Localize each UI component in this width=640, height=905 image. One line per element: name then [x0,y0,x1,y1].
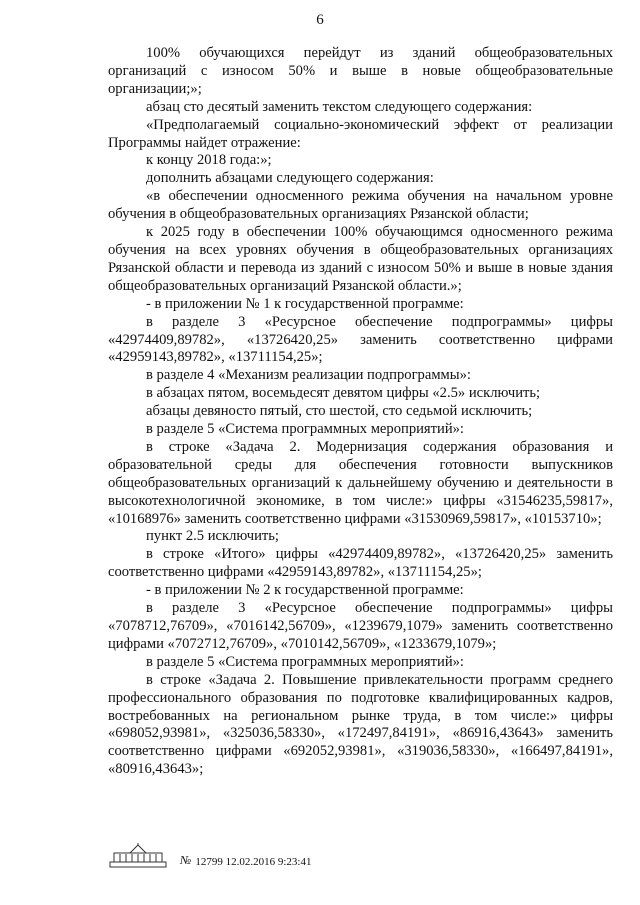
document-registration-info: 12799 12.02.2016 9:23:41 [195,856,312,868]
paragraph: в разделе 5 «Система программных мероприятий»: [146,421,464,438]
building-logo-icon [108,842,168,868]
paragraph: в строке «Задача 2. Модернизация содержания образования и образовательной среды для обеспечения готовности выпускников общеобразовательных организаций к дальнейшему обучению и деятельности в высокотехнологичной экономике, в том числе:» цифры «31546235,59817», «10168976» заменить соответственно цифрами «31530969,59817», «10153710»; [108,438,613,527]
paragraph: к 2025 году в обеспечении 100% обучающимся односменного режима обучения на всех уровнях обучения в общеобразовательных организациях Рязанской области и перевода из зданий с износом 50% и выше в новые здания общеобразовательных организаций Рязанской области.»; [108,224,613,294]
paragraph: к концу 2018 года:»; [146,152,272,169]
paragraph: абзац сто десятый заменить текстом следующего содержания: [146,98,533,115]
paragraph: - в приложении № 1 к государственной программе: [146,295,464,312]
paragraph: абзацы девяносто пятый, сто шестой, сто седьмой исключить; [146,403,533,420]
paragraph: в разделе 4 «Механизм реализации подпрограммы»: [146,367,471,384]
document-body [108,45,613,779]
page-number: 6 [316,12,324,28]
paragraph: пункт 2.5 исключить; [146,528,279,545]
paragraph: в строке «Итого» цифры «42974409,89782», «13726420,25» заменить соответственно цифрами «42959143,89782», «13711154,25»; [108,546,613,581]
paragraph: в разделе 3 «Ресурсное обеспечение подпрограммы» цифры «42974409,89782», «13726420,25» заменить соответственно цифрами «42959143,89782», «13711154,25»; [108,313,613,366]
document-number-symbol: № [180,853,192,867]
paragraph: в разделе 3 «Ресурсное обеспечение подпрограммы» цифры «7078712,76709», «7016142,56709», «1239679,1079» заменить соответственно цифрами «7072712,76709», «7010142,56709», «1233679,1079»; [108,600,613,652]
paragraph: 100% обучающихся перейдут из зданий общеобразовательных организаций с износом 50% и выше в новые общеобразовательные организации;»; [108,45,613,97]
paragraph: в абзацах пятом, восемьдесят девятом цифры «2.5» исключить; [146,385,541,402]
paragraph: «в обеспечении односменного режима обучения на начальном уровне обучения в общеобразовательных организациях Рязанской области; [108,188,613,223]
paragraph: в строке «Задача 2. Повышение привлекательности программ среднего профессионального образования по подготовке квалифицированных кадров, востребованных на региональном рынке труда, в том числе:» цифры «698052,93981», «325036,58330», «172497,84191», «86916,43643» заменить соответственно цифрами «692052,93981», «319036,58330», «166497,84191», «80916,43643»; [108,671,613,778]
paragraph: в разделе 5 «Система программных мероприятий»: [146,653,464,670]
paragraph: дополнить абзацами следующего содержания: [146,170,434,187]
document-footer [108,848,311,868]
paragraph: «Предполагаемый социально-экономический эффект от реализации Программы найдет отражение: [108,116,613,151]
paragraph: - в приложении № 2 к государственной программе: [146,582,464,599]
